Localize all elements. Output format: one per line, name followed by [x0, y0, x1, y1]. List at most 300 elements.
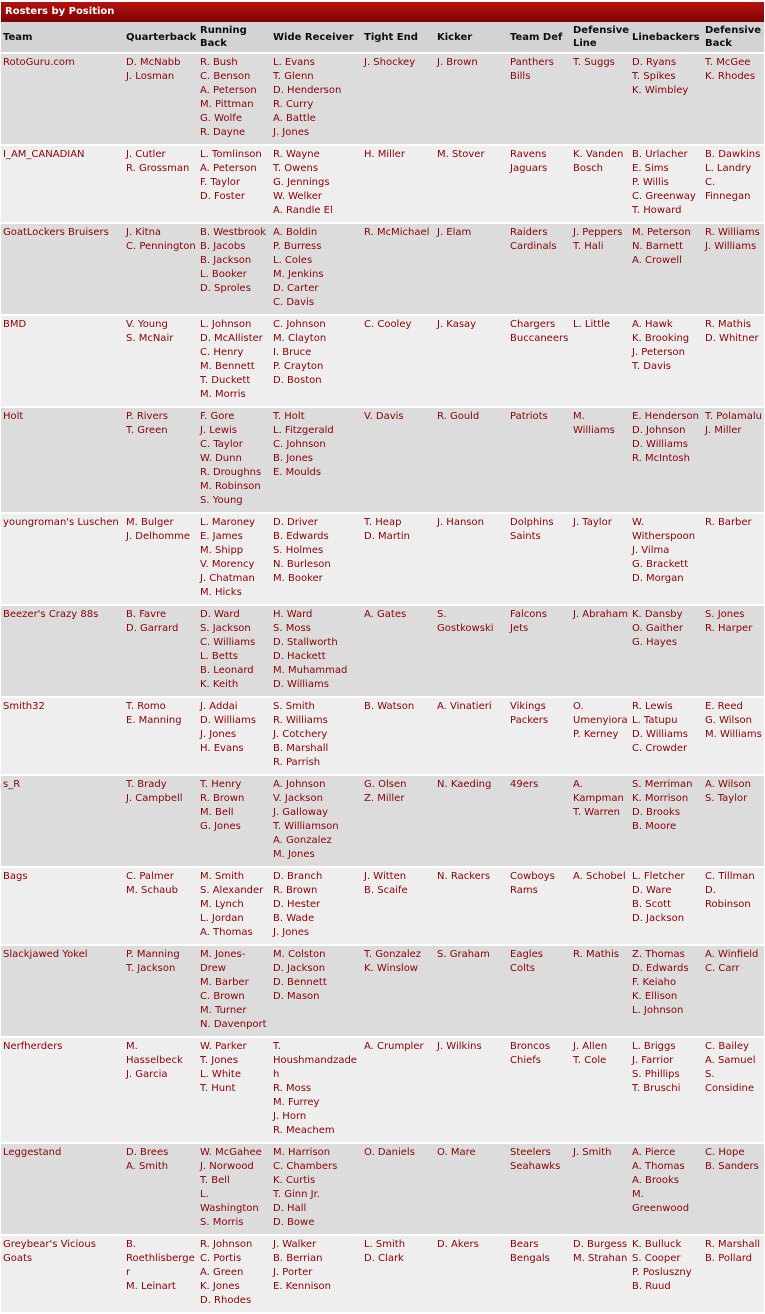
player-link[interactable]: D. Bennett — [273, 977, 327, 988]
player-link[interactable]: D. McAllister — [200, 333, 263, 344]
team-link[interactable]: Beezer's Crazy 88s — [3, 609, 99, 620]
player-link[interactable]: B. Watson — [364, 701, 415, 712]
team-defense-link[interactable]: Vikings — [510, 701, 546, 712]
player-link[interactable]: T. Ginn Jr. — [273, 1189, 320, 1200]
player-link[interactable]: K. Ellison — [632, 991, 678, 1002]
team-link[interactable]: s_R — [3, 779, 21, 790]
player-link[interactable]: J. Porter — [273, 1267, 313, 1278]
player-link[interactable]: R. Wayne — [273, 149, 320, 160]
player-link[interactable]: L. Johnson — [200, 319, 252, 330]
player-link[interactable]: M. Greenwood — [632, 1189, 690, 1214]
player-link[interactable]: R. McMichael — [364, 227, 430, 238]
team-defense-link[interactable]: Bengals — [510, 1253, 550, 1264]
player-link[interactable]: P. Willis — [632, 177, 669, 188]
player-link[interactable]: R. Harper — [705, 623, 753, 634]
player-link[interactable]: S. Smith — [273, 701, 315, 712]
player-link[interactable]: G. Brackett — [632, 559, 689, 570]
player-link[interactable]: P. Burress — [273, 241, 322, 252]
player-link[interactable]: V. Young — [126, 319, 168, 330]
player-link[interactable]: V. Morency — [200, 559, 255, 570]
player-link[interactable]: J. Jones — [273, 127, 310, 138]
player-link[interactable]: M. Booker — [273, 573, 323, 584]
player-link[interactable]: D. Bowe — [273, 1217, 315, 1228]
team-defense-link[interactable]: Cardinals — [510, 241, 557, 252]
player-link[interactable]: B. Urlacher — [632, 149, 688, 160]
team-link[interactable]: Nerfherders — [3, 1041, 63, 1052]
col-header-defensive-back[interactable]: Defensive Back — [703, 22, 764, 54]
player-link[interactable]: G. Wolfe — [200, 113, 242, 124]
player-link[interactable]: J. Taylor — [573, 517, 612, 528]
player-link[interactable]: J. Garcia — [126, 1069, 168, 1080]
player-link[interactable]: D. Jackson — [632, 913, 685, 924]
player-link[interactable]: E. Kennison — [273, 1281, 332, 1292]
player-link[interactable]: A. Crowell — [632, 255, 682, 266]
player-link[interactable]: J. Miller — [705, 425, 742, 436]
player-link[interactable]: W. Dunn — [200, 453, 242, 464]
player-link[interactable]: R. McIntosh — [632, 453, 690, 464]
player-link[interactable]: S. Merriman — [632, 779, 693, 790]
player-link[interactable]: W. McGahee — [200, 1147, 262, 1158]
team-defense-link[interactable]: Saints — [510, 531, 541, 542]
player-link[interactable]: A. Gonzalez — [273, 835, 332, 846]
player-link[interactable]: M. Williams — [705, 729, 762, 740]
team-defense-link[interactable]: Steelers — [510, 1147, 551, 1158]
player-link[interactable]: J. Cotchery — [273, 729, 328, 740]
player-link[interactable]: P. Rivers — [126, 411, 168, 422]
player-link[interactable]: D. Martin — [364, 531, 410, 542]
player-link[interactable]: K. Brooking — [632, 333, 690, 344]
player-link[interactable]: D. Branch — [273, 871, 323, 882]
player-link[interactable]: K. Curtis — [273, 1175, 316, 1186]
player-link[interactable]: G. Hayes — [632, 637, 678, 648]
col-header-running-back[interactable]: Running Back — [198, 22, 271, 54]
player-link[interactable]: A. Smith — [126, 1161, 169, 1172]
player-link[interactable]: K. Dansby — [632, 609, 683, 620]
player-link[interactable]: J. Vilma — [632, 545, 670, 556]
player-link[interactable]: D. Hall — [273, 1203, 307, 1214]
col-header-kicker[interactable]: Kicker — [435, 22, 508, 54]
player-link[interactable]: K. Keith — [200, 679, 239, 690]
col-header-team[interactable]: Team — [1, 22, 124, 54]
player-link[interactable]: R. Meachem — [273, 1125, 335, 1136]
player-link[interactable]: P. Manning — [126, 949, 180, 960]
player-link[interactable]: C. Finnegan — [705, 177, 751, 202]
player-link[interactable]: A. Schobel — [573, 871, 626, 882]
player-link[interactable]: T. Gonzalez — [364, 949, 422, 960]
col-header-team-def[interactable]: Team Def — [508, 22, 571, 54]
player-link[interactable]: W. Witherspoon — [632, 517, 696, 542]
team-defense-link[interactable]: Patriots — [510, 411, 548, 422]
player-link[interactable]: D. Foster — [200, 191, 245, 202]
team-defense-link[interactable]: Jets — [510, 623, 529, 634]
player-link[interactable]: J. Delhomme — [126, 531, 191, 542]
player-link[interactable]: M. Colston — [273, 949, 326, 960]
player-link[interactable]: B. Marshall — [273, 743, 329, 754]
player-link[interactable]: A. Brooks — [632, 1175, 680, 1186]
player-link[interactable]: D. Williams — [200, 715, 256, 726]
player-link[interactable]: M. Harrison — [273, 1147, 331, 1158]
player-link[interactable]: C. Brown — [200, 991, 245, 1002]
player-link[interactable]: T. Spikes — [632, 71, 676, 82]
player-link[interactable]: J. Norwood — [200, 1161, 254, 1172]
team-defense-link[interactable]: Dolphins — [510, 517, 554, 528]
player-link[interactable]: T. Bruschi — [632, 1083, 681, 1094]
player-link[interactable]: T. Williamson — [273, 821, 339, 832]
team-link[interactable]: RotoGuru.com — [3, 57, 75, 68]
player-link[interactable]: C. Pennington — [126, 241, 196, 252]
player-link[interactable]: E. Reed — [705, 701, 743, 712]
player-link[interactable]: L. Maroney — [200, 517, 256, 528]
player-link[interactable]: J. Witten — [364, 871, 407, 882]
player-link[interactable]: A. Pierce — [632, 1147, 676, 1158]
player-link[interactable]: M. Bulger — [126, 517, 174, 528]
player-link[interactable]: J. Williams — [705, 241, 757, 252]
player-link[interactable]: T. Cole — [573, 1055, 607, 1066]
player-link[interactable]: A. Samuel — [705, 1055, 756, 1066]
player-link[interactable]: L. Smith — [364, 1239, 406, 1250]
player-link[interactable]: A. Johnson — [273, 779, 326, 790]
player-link[interactable]: B. Jones — [273, 453, 313, 464]
player-link[interactable]: T. Davis — [632, 361, 672, 372]
player-link[interactable]: T. McGee — [705, 57, 751, 68]
player-link[interactable]: C. Bailey — [705, 1041, 749, 1052]
player-link[interactable]: D. Ward — [200, 609, 240, 620]
player-link[interactable]: L. Landry — [705, 163, 752, 174]
player-link[interactable]: J. Peppers — [573, 227, 623, 238]
player-link[interactable]: J. Elam — [437, 227, 472, 238]
team-link[interactable]: I_AM_CANADIAN — [3, 149, 85, 160]
team-link[interactable]: Holt — [3, 411, 24, 422]
player-link[interactable]: R. Gould — [437, 411, 480, 422]
team-defense-link[interactable]: Bills — [510, 71, 531, 82]
team-defense-link[interactable]: Jaguars — [510, 163, 548, 174]
player-link[interactable]: H. Ward — [273, 609, 313, 620]
player-link[interactable]: F. Keiaho — [632, 977, 677, 988]
player-link[interactable]: A. Randle El — [273, 205, 333, 216]
team-link[interactable]: Greybear's Vicious Goats — [3, 1239, 96, 1264]
player-link[interactable]: B. Edwards — [273, 531, 329, 542]
player-link[interactable]: E. Sims — [632, 163, 669, 174]
player-link[interactable]: R. Lewis — [632, 701, 673, 712]
player-link[interactable]: D. Carter — [273, 283, 319, 294]
player-link[interactable]: K. Winslow — [364, 963, 418, 974]
team-link[interactable]: Slackjawed Yokel — [3, 949, 88, 960]
player-link[interactable]: B. Scaife — [364, 885, 408, 896]
team-link[interactable]: Smith32 — [3, 701, 45, 712]
player-link[interactable]: M. Lynch — [200, 899, 244, 910]
player-link[interactable]: M. Schaub — [126, 885, 178, 896]
player-link[interactable]: N. Davenport — [200, 1019, 267, 1030]
player-link[interactable]: N. Kaeding — [437, 779, 492, 790]
player-link[interactable]: L. White — [200, 1069, 242, 1080]
player-link[interactable]: J. Brown — [437, 57, 478, 68]
player-link[interactable]: D. Brooks — [632, 807, 681, 818]
player-link[interactable]: J. Jones — [273, 927, 310, 938]
player-link[interactable]: M. Muhammad — [273, 665, 348, 676]
player-link[interactable]: A. Vinatieri — [437, 701, 492, 712]
player-link[interactable]: M. Hicks — [200, 587, 242, 598]
player-link[interactable]: E. Henderson — [632, 411, 699, 422]
player-link[interactable]: B. Moore — [632, 821, 677, 832]
player-link[interactable]: D. Boston — [273, 375, 322, 386]
player-link[interactable]: M. Robinson — [200, 481, 261, 492]
player-link[interactable]: J. Campbell — [126, 793, 183, 804]
col-header-wide-receiver[interactable]: Wide Receiver — [271, 22, 362, 54]
player-link[interactable]: N. Rackers — [437, 871, 491, 882]
player-link[interactable]: B. Wade — [273, 913, 315, 924]
player-link[interactable]: O. Gaither — [632, 623, 684, 634]
player-link[interactable]: R. Grossman — [126, 163, 190, 174]
player-link[interactable]: R. Parrish — [273, 757, 321, 768]
player-link[interactable]: M. Shipp — [200, 545, 244, 556]
player-link[interactable]: S. Jackson — [200, 623, 251, 634]
player-link[interactable]: B. Jacobs — [200, 241, 246, 252]
team-defense-link[interactable]: Ravens — [510, 149, 547, 160]
team-defense-link[interactable]: Bears — [510, 1239, 539, 1250]
player-link[interactable]: M. Jones — [273, 849, 315, 860]
player-link[interactable]: A. Gates — [364, 609, 407, 620]
team-defense-link[interactable]: Falcons — [510, 609, 547, 620]
player-link[interactable]: D. Burgess — [573, 1239, 628, 1250]
team-defense-link[interactable]: Colts — [510, 963, 536, 974]
player-link[interactable]: D. Hester — [273, 899, 321, 910]
player-link[interactable]: T. Duckett — [200, 375, 251, 386]
player-link[interactable]: D. Garrard — [126, 623, 179, 634]
player-link[interactable]: D. Henderson — [273, 85, 342, 96]
player-link[interactable]: S. Considine — [705, 1069, 755, 1094]
player-link[interactable]: I. Bruce — [273, 347, 312, 358]
player-link[interactable]: A. Crumpler — [364, 1041, 424, 1052]
col-header-defensive-line[interactable]: Defensive Line — [571, 22, 630, 54]
player-link[interactable]: S. Young — [200, 495, 243, 506]
player-link[interactable]: R. Brown — [273, 885, 318, 896]
player-link[interactable]: J. Walker — [273, 1239, 317, 1250]
player-link[interactable]: P. Kerney — [573, 729, 619, 740]
player-link[interactable]: S. Morris — [200, 1217, 244, 1228]
player-link[interactable]: L. Briggs — [632, 1041, 676, 1052]
player-link[interactable]: C. Johnson — [273, 439, 326, 450]
player-link[interactable]: S. Graham — [437, 949, 490, 960]
player-link[interactable]: J. Hanson — [437, 517, 484, 528]
team-link[interactable]: GoatLockers Bruisers — [3, 227, 109, 238]
player-link[interactable]: D. Clark — [364, 1253, 404, 1264]
player-link[interactable]: E. Manning — [126, 715, 182, 726]
player-link[interactable]: R. Williams — [705, 227, 760, 238]
player-link[interactable]: K. Wimbley — [632, 85, 689, 96]
player-link[interactable]: E. James — [200, 531, 243, 542]
player-link[interactable]: J. Wilkins — [437, 1041, 482, 1052]
player-link[interactable]: M. Bell — [200, 807, 234, 818]
player-link[interactable]: D. Williams — [632, 729, 688, 740]
player-link[interactable]: T. Warren — [573, 807, 620, 818]
player-link[interactable]: R. Mathis — [573, 949, 619, 960]
player-link[interactable]: O. Mare — [437, 1147, 476, 1158]
player-link[interactable]: K. Rhodes — [705, 71, 756, 82]
player-link[interactable]: Z. Thomas — [632, 949, 685, 960]
team-defense-link[interactable]: Broncos — [510, 1041, 551, 1052]
player-link[interactable]: M. Peterson — [632, 227, 691, 238]
player-link[interactable]: J. Galloway — [273, 807, 329, 818]
player-link[interactable]: A. Thomas — [200, 927, 253, 938]
team-link[interactable]: Leggestand — [3, 1147, 62, 1158]
player-link[interactable]: B. Favre — [126, 609, 167, 620]
player-link[interactable]: D. Driver — [273, 517, 318, 528]
player-link[interactable]: D. Whitner — [705, 333, 759, 344]
team-link[interactable]: youngroman's Luschen — [3, 517, 119, 528]
team-link[interactable]: Bags — [3, 871, 28, 882]
player-link[interactable]: P. Posluszny — [632, 1267, 692, 1278]
player-link[interactable]: T. Houshmandzadeh — [273, 1041, 357, 1080]
player-link[interactable]: D. Johnson — [632, 425, 686, 436]
player-link[interactable]: S. Moss — [273, 623, 311, 634]
player-link[interactable]: C. Davis — [273, 297, 315, 308]
player-link[interactable]: M. Morris — [200, 389, 246, 400]
player-link[interactable]: D. McNabb — [126, 57, 181, 68]
player-link[interactable]: L. Fitzgerald — [273, 425, 334, 436]
player-link[interactable]: V. Davis — [364, 411, 404, 422]
player-link[interactable]: T. Polamalu — [705, 411, 762, 422]
player-link[interactable]: D. Mason — [273, 991, 320, 1002]
player-link[interactable]: D. Edwards — [632, 963, 689, 974]
team-defense-link[interactable]: 49ers — [510, 779, 539, 790]
player-link[interactable]: D. Ryans — [632, 57, 677, 68]
player-link[interactable]: D. Sproles — [200, 283, 251, 294]
player-link[interactable]: D. Jackson — [273, 963, 326, 974]
player-link[interactable]: G. Wilson — [705, 715, 752, 726]
player-link[interactable]: L. Little — [573, 319, 611, 330]
player-link[interactable]: S. Alexander — [200, 885, 264, 896]
player-link[interactable]: J. Jones — [200, 729, 237, 740]
player-link[interactable]: T. Bell — [200, 1175, 230, 1186]
player-link[interactable]: S. McNair — [126, 333, 174, 344]
player-link[interactable]: R. Brown — [200, 793, 245, 804]
player-link[interactable]: H. Miller — [364, 149, 405, 160]
col-header-linebackers[interactable]: Linebackers — [630, 22, 703, 54]
player-link[interactable]: H. Evans — [200, 743, 244, 754]
player-link[interactable]: A. Peterson — [200, 163, 257, 174]
player-link[interactable]: S. Holmes — [273, 545, 324, 556]
player-link[interactable]: L. Tomlinson — [200, 149, 262, 160]
player-link[interactable]: R. Barber — [705, 517, 752, 528]
team-defense-link[interactable]: Packers — [510, 715, 549, 726]
player-link[interactable]: O. Daniels — [364, 1147, 415, 1158]
player-link[interactable]: T. Glenn — [273, 71, 314, 82]
team-defense-link[interactable]: Buccaneers — [510, 333, 569, 344]
player-link[interactable]: C. Chambers — [273, 1161, 338, 1172]
player-link[interactable]: J. Farrior — [632, 1055, 674, 1066]
player-link[interactable]: D. Williams — [632, 439, 688, 450]
player-link[interactable]: B. Jackson — [200, 255, 252, 266]
player-link[interactable]: R. Johnson — [200, 1239, 253, 1250]
player-link[interactable]: R. Marshall — [705, 1239, 761, 1250]
player-link[interactable]: M. Clayton — [273, 333, 327, 344]
player-link[interactable]: J. Chatman — [200, 573, 255, 584]
player-link[interactable]: T. Brady — [126, 779, 167, 790]
player-link[interactable]: M. Smith — [200, 871, 245, 882]
player-link[interactable]: T. Owens — [273, 163, 319, 174]
player-link[interactable]: T. Heap — [364, 517, 402, 528]
player-link[interactable]: D. Ware — [632, 885, 672, 896]
player-link[interactable]: O. Umenyiora — [573, 701, 628, 726]
col-header-quarterback[interactable]: Quarterback — [124, 22, 198, 54]
team-defense-link[interactable]: Cowboys — [510, 871, 555, 882]
player-link[interactable]: B. Scott — [632, 899, 672, 910]
player-link[interactable]: R. Bush — [200, 57, 238, 68]
player-link[interactable]: M. Furrey — [273, 1097, 320, 1108]
player-link[interactable]: D. Williams — [273, 679, 329, 690]
player-link[interactable]: D. Stallworth — [273, 637, 338, 648]
player-link[interactable]: R. Droughns — [200, 467, 262, 478]
player-link[interactable]: C. Johnson — [273, 319, 326, 330]
player-link[interactable]: D. Rhodes — [200, 1295, 252, 1306]
player-link[interactable]: J. Addai — [200, 701, 238, 712]
player-link[interactable]: J. Shockey — [364, 57, 416, 68]
player-link[interactable]: J. Kasay — [437, 319, 477, 330]
player-link[interactable]: M. Williams — [573, 411, 615, 436]
team-defense-link[interactable]: Chiefs — [510, 1055, 541, 1066]
player-link[interactable]: R. Williams — [273, 715, 328, 726]
player-link[interactable]: L. Betts — [200, 651, 238, 662]
player-link[interactable]: A. Hawk — [632, 319, 673, 330]
team-defense-link[interactable]: Raiders — [510, 227, 548, 238]
player-link[interactable]: F. Taylor — [200, 177, 241, 188]
player-link[interactable]: T. Holt — [273, 411, 305, 422]
player-link[interactable]: L. Jordan — [200, 913, 244, 924]
team-defense-link[interactable]: Chargers — [510, 319, 556, 330]
player-link[interactable]: C. Benson — [200, 71, 251, 82]
player-link[interactable]: J. Losman — [126, 71, 175, 82]
player-link[interactable]: M. Barber — [200, 977, 249, 988]
player-link[interactable]: A. Thomas — [632, 1161, 685, 1172]
team-defense-link[interactable]: Seahawks — [510, 1161, 561, 1172]
player-link[interactable]: K. Bulluck — [632, 1239, 682, 1250]
player-link[interactable]: L. Tatupu — [632, 715, 678, 726]
player-link[interactable]: R. Curry — [273, 99, 314, 110]
player-link[interactable]: M. Strahan — [573, 1253, 628, 1264]
player-link[interactable]: G. Olsen — [364, 779, 407, 790]
player-link[interactable]: A. Boldin — [273, 227, 318, 238]
player-link[interactable]: L. Johnson — [632, 1005, 684, 1016]
player-link[interactable]: S. Taylor — [705, 793, 748, 804]
player-link[interactable]: C. Crowder — [632, 743, 688, 754]
player-link[interactable]: W. Parker — [200, 1041, 247, 1052]
team-defense-link[interactable]: Eagles — [510, 949, 543, 960]
player-link[interactable]: R. Mathis — [705, 319, 751, 330]
player-link[interactable]: Z. Miller — [364, 793, 405, 804]
player-link[interactable]: B. Berrian — [273, 1253, 323, 1264]
player-link[interactable]: T. Henry — [200, 779, 242, 790]
player-link[interactable]: M. Bennett — [200, 361, 255, 372]
player-link[interactable]: S. Cooper — [632, 1253, 681, 1264]
player-link[interactable]: M. Stover — [437, 149, 485, 160]
player-link[interactable]: L. Booker — [200, 269, 247, 280]
player-link[interactable]: A. Kampman — [573, 779, 624, 804]
player-link[interactable]: J. Abraham — [573, 609, 628, 620]
player-link[interactable]: A. Winfield — [705, 949, 759, 960]
player-link[interactable]: C. Carr — [705, 963, 740, 974]
player-link[interactable]: C. Tillman — [705, 871, 755, 882]
player-link[interactable]: K. Vanden Bosch — [573, 149, 624, 174]
player-link[interactable]: W. Welker — [273, 191, 323, 202]
player-link[interactable]: L. Fletcher — [632, 871, 685, 882]
player-link[interactable]: B. Roethlisberger — [126, 1239, 195, 1278]
player-link[interactable]: A. Green — [200, 1267, 244, 1278]
player-link[interactable]: M. Jones-Drew — [200, 949, 246, 974]
player-link[interactable]: D. Robinson — [705, 885, 751, 910]
player-link[interactable]: T. Jackson — [126, 963, 176, 974]
player-link[interactable]: D. Brees — [126, 1147, 169, 1158]
player-link[interactable]: J. Lewis — [200, 425, 238, 436]
